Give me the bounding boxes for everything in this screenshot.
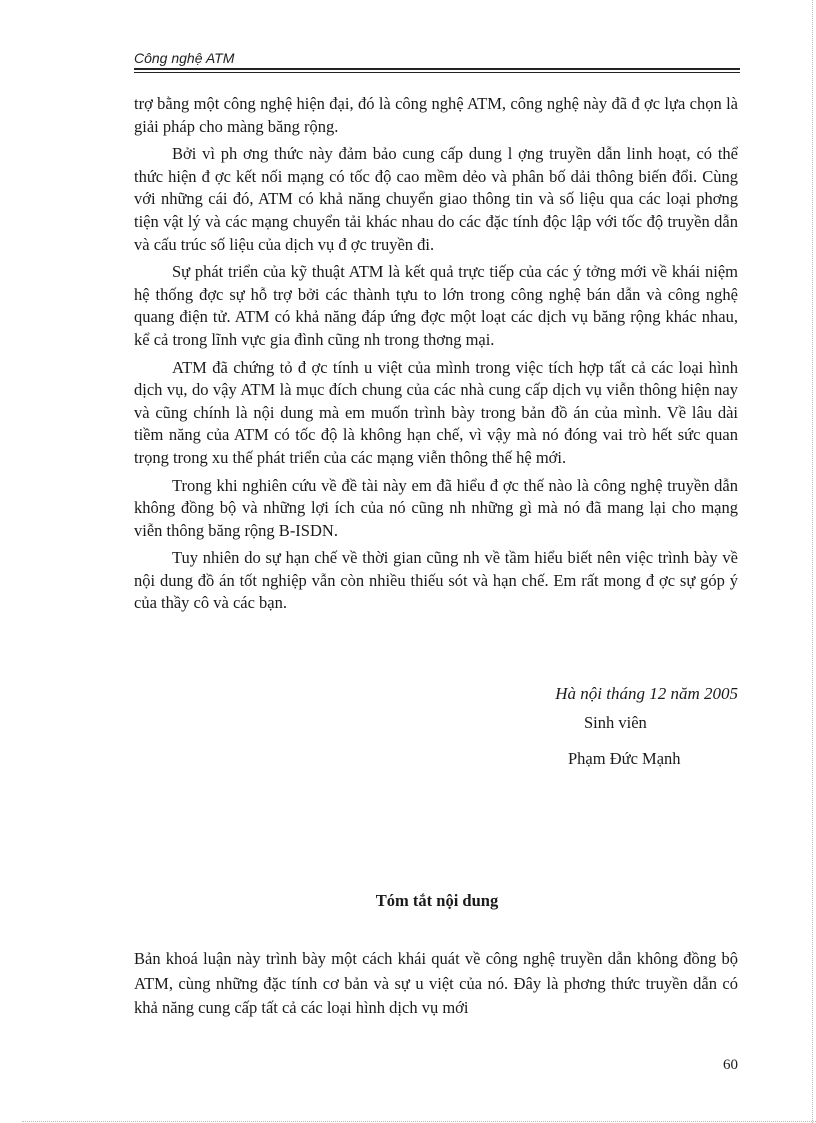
- paragraph-1: trợ bằng một công nghệ hiện đại, đó là công nghệ ATM, công nghệ này đã đ ợc lựa chọn là giải pháp cho màng băng rộng.: [134, 94, 738, 136]
- paragraph-5: Trong khi nghiên cứu về đề tài này em đã hiểu đ ợc thế nào là công nghệ truyền dẫn không đồng bộ và những lợi ích của nó cũng nh những gì mà nó đã mang lại cho mạng viễn thông băng rộng B-ISDN.: [134, 475, 738, 540]
- page-number: 60: [723, 1057, 738, 1073]
- paragraph-6: Tuy nhiên do sự hạn chế về thời gian cũng nh về tầm hiểu biết nên việc trình bày về nội dung đồ án tốt nghiệp vẫn còn nhiều thiếu sót và hạn chế. Em rất mong đ ợc sự góp ý của thầy cô và các bạn.: [134, 548, 738, 613]
- signature-name: Phạm Đức Mạnh: [568, 749, 681, 768]
- summary-text: Bản khoá luận này trình bày một cách khái quát về công nghệ truyền dẫn không đồng bộ ATM, cùng những đặc tính cơ bản và sự u việt của nó. Đây là phơng thức truyền dẫn có khả năng cung cấp tất cả các loại hình dịch vụ mới: [134, 949, 738, 1017]
- page-header: [134, 50, 740, 66]
- paragraph-3: Sự phát triển của kỹ thuật ATM là kết quả trực tiếp của các ý tởng mới về khái niệm hệ thống đợc sự hỗ trợ bởi các thành tựu to lớn trong công nghệ bán dẫn và công nghệ quang điện tử. ATM có khả năng đáp ứng đợc một loạt các dịch vụ băng rộng khác nhau, kể cả trong lĩnh vực gia đình cũng nh trong thơng mại.: [134, 262, 738, 349]
- header-rule-thin: [134, 72, 740, 73]
- page-right-edge: [812, 0, 813, 1123]
- summary-title: Tóm tắt nội dung: [375, 891, 499, 910]
- paragraph-4: ATM đã chứng tỏ đ ợc tính u việt của mình trong việc tích hợp tất cả các loại hình dịch vụ, do vậy ATM là mục đích chung của các nhà cung cấp dịch vụ viễn thông hiện nay và cũng chính là nội dung mà em muốn trình bày trong bản đồ án của mình. Về lâu dài tiềm năng của ATM có tốc độ là không hạn chế, vì vậy mà nó đóng vai trò hết sức quan trọng trong xu thế phát triển của các mạng viễn thông thế hệ mới.: [134, 357, 738, 467]
- page-bottom-edge: [22, 1121, 816, 1122]
- body-text: [134, 93, 738, 620]
- signature-date: Hà nội tháng 12 năm 2005: [555, 684, 738, 703]
- signature-role: Sinh viên: [584, 713, 647, 732]
- paragraph-2: Bởi vì ph ơng thức này đảm bảo cung cấp dung l ợng truyền dẫn linh hoạt, có thể thức hiện đ ợc kết nối mạng có tốc độ cao mềm dẻo và phân bố dải thông biến đổi. Cùng với những cái đó, ATM có khả năng chuyển giao thông tin và số liệu qua các loại phơng tiện vật lý và các mạng chuyển tải khác nhau do các đặc tính độc lập với tốc độ truyền dẫn và cấu trúc số liệu của dịch vụ đ ợc truyền đi.: [134, 144, 738, 254]
- header-rule-thick: [134, 68, 740, 70]
- header-title: Công nghệ ATM: [134, 50, 235, 66]
